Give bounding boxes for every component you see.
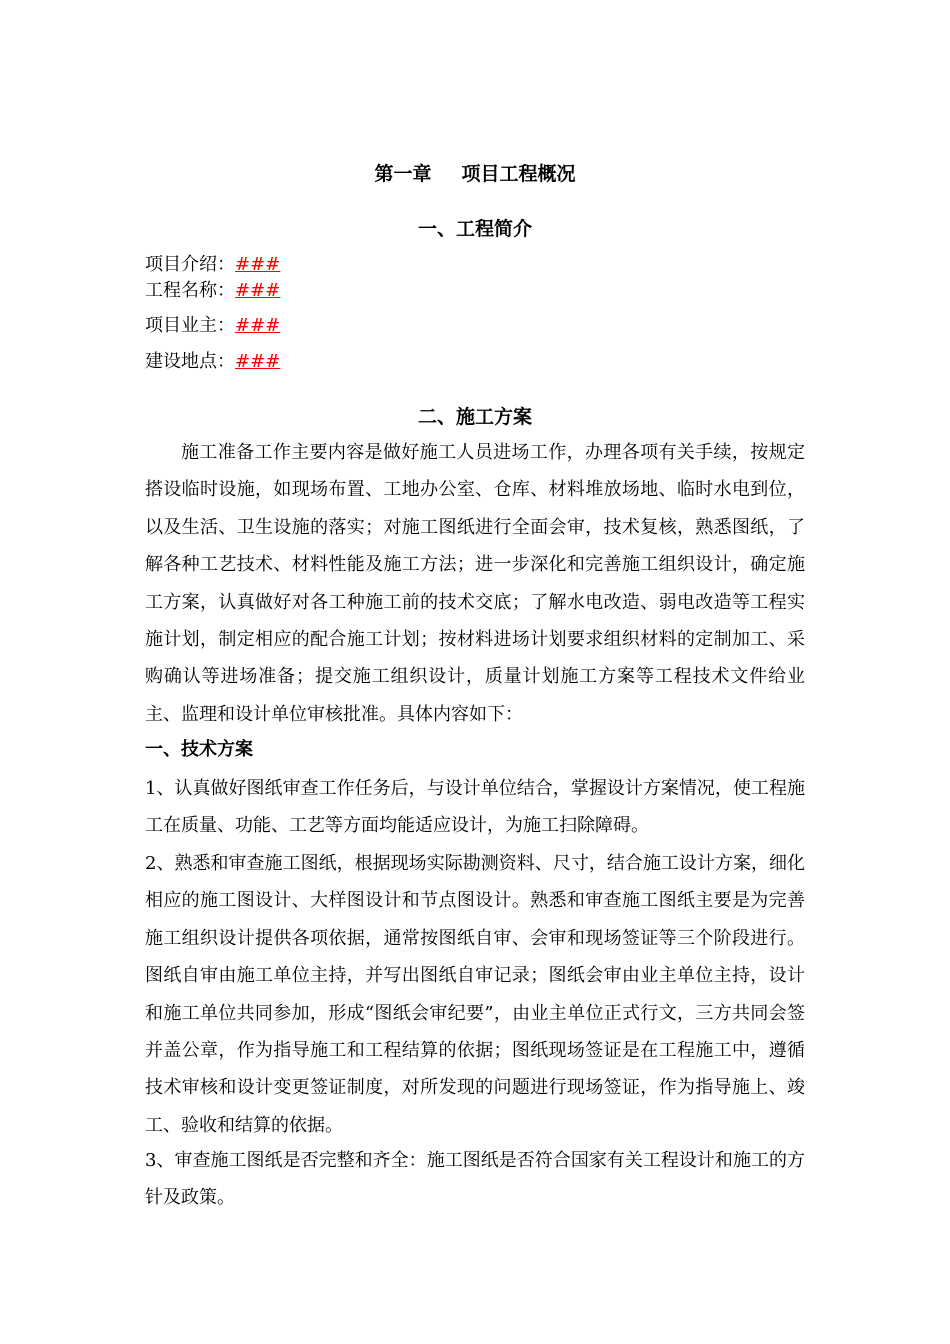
chapter-title — [0, 160, 950, 188]
intro-paragraph: 施工准备工作主要内容是做好施工人员进场工作，办理各项有关手续，按规定搭设临时设施，如现场布置、工地办公室、仓库、材料堆放场地、临时水电到位，以及生活、卫生设施的落实；对施工图纸进行全面会审，技术复核，熟悉图纸，了解各种工艺技术、材料性能及施工方法；进一步深化和完善施工组织设计，确定施工方案，认真做好对各工种施工前的技术交底；了解水电改造、弱电改造等工程实施计划，制定相应的配合施工计划；按材料进场计划要求组织材料的定制加工、采购确认等进场准备；提交施工组织设计，质量计划施工方案等工程技术文件给业主、监理和设计单位审核批准。具体内容如下： — [145, 442, 805, 725]
chapter-number: 第一章 — [374, 163, 432, 185]
field-construction-site — [145, 349, 280, 375]
field-value: ### — [235, 280, 281, 301]
field-value: ### — [235, 254, 281, 275]
list-item-1: 1、认真做好图纸审查工作任务后，与设计单位结合，掌握设计方案情况，使工程施工在质量、功能、工艺等方面均能适应设计，为施工扫除障碍。 — [145, 778, 805, 837]
chapter-name: 项目工程概况 — [461, 163, 576, 185]
technical-plan-heading: 一、技术方案 — [145, 739, 253, 760]
field-value: ### — [235, 351, 281, 372]
field-label: 工程名称： — [145, 280, 235, 301]
field-project-owner — [145, 313, 280, 339]
section-heading-overview: 一、工程简介 — [417, 218, 532, 240]
list-item-2: 2、熟悉和审查施工图纸，根据现场实际勘测资料、尺寸，结合施工设计方案，细化相应的施工图设计、大样图设计和节点图设计。熟悉和审查施工图纸主要是为完善施工组织设计提供各项依据，通常按图纸自审、会审和现场签证等三个阶段进行。图纸自审由施工单位主持，并写出图纸自审记录；图纸会审由业主单位主持，设计和施工单位共同参加，形成“图纸会审纪要”，由业主单位正式行文，三方共同会签并盖公章，作为指导施工和工程结算的依据；图纸现场签证是在工程施工中，遵循技术审核和设计变更签证制度，对所发现的问题进行现场签证，作为指导施上、竣工、验收和结算的依据。 — [145, 853, 805, 1136]
list-item-3: 3、审查施工图纸是否完整和齐全：施工图纸是否符合国家有关工程设计和施工的方针及政策。 — [145, 1150, 805, 1209]
field-project-intro — [145, 252, 280, 278]
field-label: 建设地点： — [145, 351, 235, 372]
field-value: ### — [235, 315, 281, 336]
field-project-name — [145, 278, 280, 304]
section-heading-plan: 二、施工方案 — [417, 406, 532, 428]
field-label: 项目业主： — [145, 315, 235, 336]
field-label: 项目介绍： — [145, 254, 235, 275]
